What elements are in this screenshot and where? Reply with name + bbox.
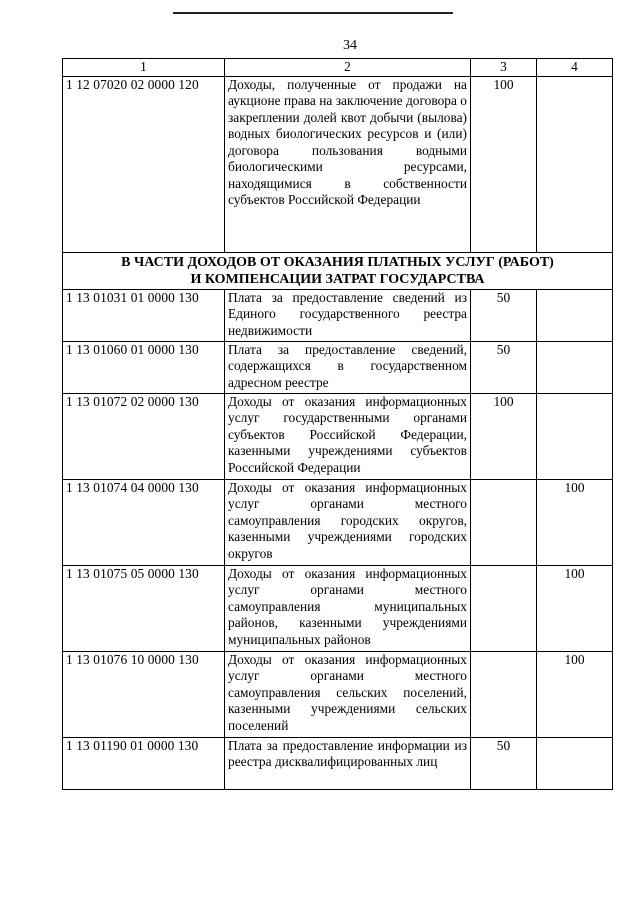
table-row	[63, 479, 613, 565]
revenue-description: Доходы от оказания информационных услуг государственными органами субъектов Российской Федерации, казенными учреждениями субъектов Российской Федерации	[225, 393, 471, 479]
table-row	[63, 737, 613, 789]
revenue-code: 1 13 01060 01 0000 130	[63, 341, 225, 393]
header-col-4: 4	[537, 59, 613, 77]
col4-value	[537, 341, 613, 393]
col3-value: 50	[471, 737, 537, 789]
col3-value	[471, 565, 537, 651]
page-number: 34	[343, 38, 357, 53]
revenue-description: Доходы, полученные от продажи на аукционе права на заключение договора о закреплении долей квот добычи (вылова) водных биологических ресурсов и (или) договора пользования водными биологическими ресурсами, находящимися в собственности субъектов Российской Федерации	[225, 76, 471, 252]
col4-value: 100	[537, 479, 613, 565]
revenue-code: 1 12 07020 02 0000 120	[63, 76, 225, 252]
header-col-2: 2	[225, 59, 471, 77]
header-col-1: 1	[63, 59, 225, 77]
section-title-line-2: И КОМПЕНСАЦИИ ЗАТРАТ ГОСУДАРСТВА	[190, 271, 485, 287]
col4-value: 100	[537, 565, 613, 651]
col4-value	[537, 76, 613, 252]
revenue-description: Доходы от оказания информационных услуг органами местного самоуправления муниципальных районов, казенными учреждениями муниципальных районов	[225, 565, 471, 651]
revenue-code: 1 13 01074 04 0000 130	[63, 479, 225, 565]
revenue-description: Доходы от оказания информационных услуг органами местного самоуправления сельских поселений, казенными учреждениями сельских поселений	[225, 651, 471, 737]
col4-value	[537, 393, 613, 479]
col4-value: 100	[537, 651, 613, 737]
revenue-table	[62, 58, 613, 790]
header-col-3: 3	[471, 59, 537, 77]
col3-value: 100	[471, 393, 537, 479]
table-row	[63, 289, 613, 341]
revenue-code: 1 13 01072 02 0000 130	[63, 393, 225, 479]
table-row	[63, 565, 613, 651]
col3-value: 50	[471, 341, 537, 393]
col4-value	[537, 289, 613, 341]
col3-value: 50	[471, 289, 537, 341]
top-rule	[173, 12, 453, 14]
revenue-description: Доходы от оказания информационных услуг органами местного самоуправления городских округов, казенными учреждениями городских округов	[225, 479, 471, 565]
section-title	[63, 252, 613, 289]
revenue-code: 1 13 01031 01 0000 130	[63, 289, 225, 341]
revenue-description: Плата за предоставление сведений из Единого государственного реестра недвижимости	[225, 289, 471, 341]
table-row	[63, 76, 613, 252]
revenue-description: Плата за предоставление информации из реестра дисквалифицированных лиц	[225, 737, 471, 789]
revenue-code: 1 13 01076 10 0000 130	[63, 651, 225, 737]
col3-value	[471, 479, 537, 565]
col3-value	[471, 651, 537, 737]
revenue-code: 1 13 01075 05 0000 130	[63, 565, 225, 651]
table-row	[63, 393, 613, 479]
table-header-row	[63, 59, 613, 77]
table-row	[63, 341, 613, 393]
revenue-code: 1 13 01190 01 0000 130	[63, 737, 225, 789]
section-header-row	[63, 252, 613, 289]
col3-value: 100	[471, 76, 537, 252]
revenue-description: Плата за предоставление сведений, содержащихся в государственном адресном реестре	[225, 341, 471, 393]
col4-value	[537, 737, 613, 789]
section-title-line-1: В ЧАСТИ ДОХОДОВ ОТ ОКАЗАНИЯ ПЛАТНЫХ УСЛУГ (РАБОТ)	[121, 254, 554, 270]
table-row	[63, 651, 613, 737]
